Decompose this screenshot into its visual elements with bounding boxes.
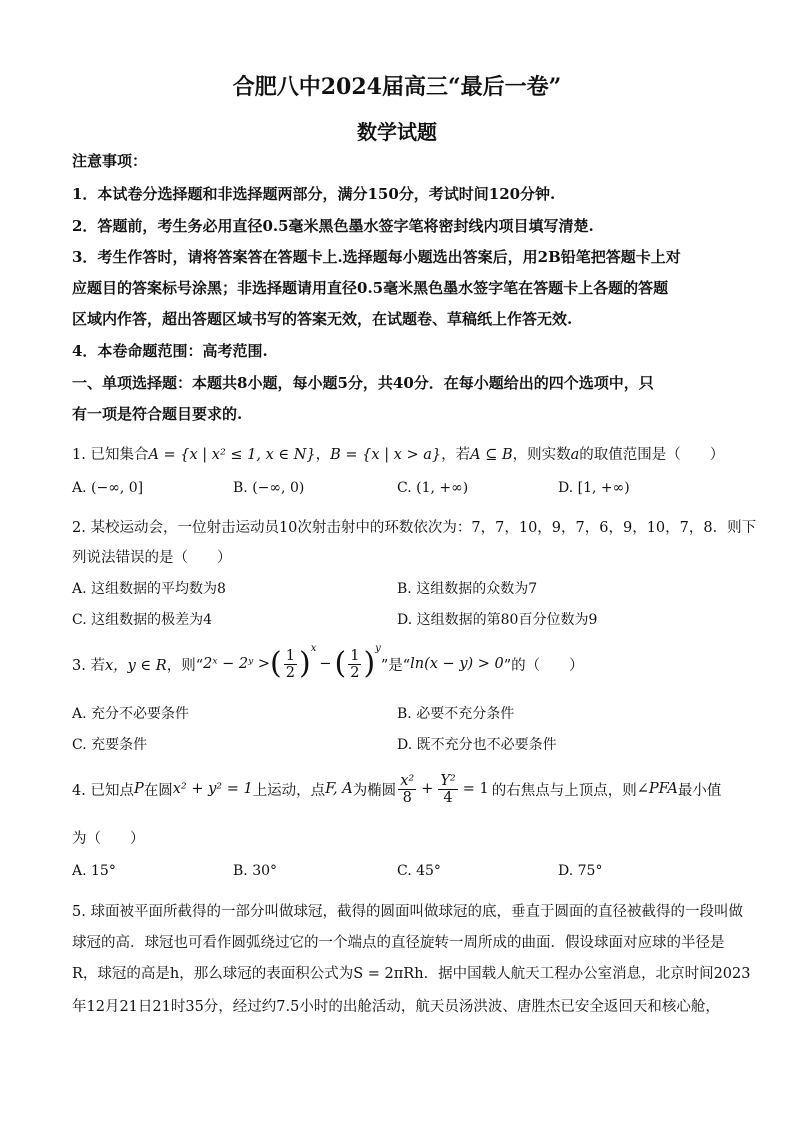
q4-ellipse-label: 为椭圆 <box>352 782 397 799</box>
q4-equals: = 1 <box>462 781 489 797</box>
q1-comma: ， <box>315 447 331 463</box>
question-4-line-2: 为（ ） <box>72 831 145 847</box>
section-1-line-1: 一、单项选择题：本题共8小题，每小题5分，共40分．在每小题给出的四个选项中，只 <box>72 374 654 392</box>
q4-in: 在圆 <box>143 782 173 799</box>
q4-end: 最小值 <box>677 782 722 799</box>
q4-option-b: B. 30° <box>233 863 278 879</box>
q3-prefix: 3. 若 <box>72 657 105 674</box>
q4-point-p: P <box>133 781 144 797</box>
q4-fraction-y <box>438 773 457 806</box>
q4-option-d: D. 75° <box>558 863 603 879</box>
notice-item-3-line-2: 应题目的答案标号涂黑；非选择题请用直径0.5毫米黑色墨水签字笔在答题卡上各题的答题 <box>72 279 669 297</box>
q4-fraction-x <box>398 773 416 806</box>
q3-frac-2-den: 2 <box>350 664 360 681</box>
notice-heading: 注意事项： <box>72 152 148 170</box>
q3-frac-1-den: 2 <box>285 664 295 681</box>
q3-fraction-2 <box>348 648 361 681</box>
q1-post: ，则实数 <box>512 447 571 463</box>
q4-circle: x² + y² = 1 <box>172 781 253 797</box>
question-1 <box>72 443 728 464</box>
q4-frac-x-den: 8 <box>402 789 412 806</box>
notice-item-2: 2．答题前，考生务必用直径0.5毫米黑色墨水签字笔将密封线内项目填写清楚. <box>72 217 594 235</box>
q3-then: ，则“ <box>166 657 204 674</box>
question-4-line-1 <box>72 768 728 810</box>
q4-frac-y-den: 4 <box>443 789 453 806</box>
q3-option-a: A. 充分不必要条件 <box>72 706 190 722</box>
notice-item-4: 4．本卷命题范围：高考范围. <box>72 342 268 360</box>
section-1-line-2: 有一项是符合题目要求的. <box>72 405 243 423</box>
q3-is: ”是“ <box>380 657 411 674</box>
q2-option-d: D. 这组数据的第80百分位数为9 <box>397 612 598 628</box>
q1-condition: A ⊆ B <box>470 447 513 463</box>
question-5-line-3: R，球冠的高是h，那么球冠的表面积公式为S = 2πRh．据中国载人航天工程办公室消息，北京时间2023 <box>72 966 751 982</box>
q2-option-a: A. 这组数据的平均数为8 <box>72 581 226 597</box>
q3-frac-1-num: 1 <box>285 647 295 664</box>
q1-prefix: 1. 已知集合 <box>72 447 149 463</box>
q1-option-c: C. (1, +∞) <box>397 480 469 496</box>
q4-frac-x-num: x² <box>400 772 415 789</box>
question-2-line-2: 列说法错误的是（ ） <box>72 550 232 566</box>
right-paren: ) <box>298 646 311 681</box>
q4-moving: 上运动，点 <box>252 782 326 799</box>
right-paren: ) <box>363 646 376 681</box>
q3-expr-2: ln(x − y) > 0 <box>410 656 504 672</box>
q3-exp-y: y <box>375 643 381 654</box>
left-paren: ( <box>270 646 282 681</box>
q2-option-c: C. 这组数据的极差为4 <box>72 612 213 628</box>
q2-option-b: B. 这组数据的众数为7 <box>397 581 538 597</box>
exam-subtitle: 数学试题 <box>357 120 437 144</box>
q3-option-b: B. 必要不充分条件 <box>397 706 515 722</box>
q3-end: ”的（ ） <box>503 657 584 674</box>
notice-item-3-line-1: 3．考生作答时，请将答案答在答题卡上.选择题每小题选出答案后，用2B铅笔把答题卡上对 <box>72 248 681 266</box>
question-5-line-2: 球冠的高．球冠也可看作圆弧绕过它的一个端点的直径旋转一周所成的曲面．假设球面对应球的半径是 <box>72 935 725 951</box>
q3-vars: x，y ∈ R <box>104 657 167 674</box>
left-paren: ( <box>334 646 347 681</box>
q3-expr-1: 2ˣ − 2ʸ > <box>203 656 271 672</box>
question-5-line-4: 年12月21日21时35分，经过约7.5小时的出舱活动，航天员汤洪波、唐胜杰已安全返回天和核心舱， <box>72 999 720 1015</box>
q1-variable: a <box>570 447 580 463</box>
notice-item-3-line-3: 区域内作答，超出答题区域书写的答案无效，在试题卷、草稿纸上作答无效. <box>72 310 573 328</box>
q4-option-c: C. 45° <box>397 863 441 879</box>
question-3 <box>72 643 728 685</box>
q1-option-b: B. (−∞, 0) <box>233 480 305 496</box>
notice-item-1: 1．本试卷分选择题和非选择题两部分，满分150分，考试时间120分钟. <box>72 185 556 203</box>
q4-post: 的右焦点与上顶点，则 <box>491 782 637 799</box>
exam-title: 合肥八中2024届高三“最后一卷” <box>232 74 562 100</box>
q3-frac-2-num: 1 <box>350 647 360 664</box>
q1-end: 的取值范围是（ ） <box>579 447 725 463</box>
q1-set-b: B = {x | x > a} <box>330 447 442 463</box>
q1-option-d: D. [1, +∞) <box>558 480 630 496</box>
q4-angle: ∠PFA <box>636 781 678 797</box>
q1-option-a: A. (−∞, 0] <box>72 480 144 496</box>
q3-option-d: D. 既不充分也不必要条件 <box>397 737 557 753</box>
q4-frac-y-num: Y² <box>440 772 456 789</box>
q3-exp-x: x <box>310 643 317 654</box>
q4-option-a: A. 15° <box>72 863 116 879</box>
q3-minus: − <box>319 656 332 672</box>
q4-prefix: 4. 已知点 <box>72 782 134 799</box>
question-5-line-1: 5. 球面被平面所截得的一部分叫做球冠，截得的圆面叫做球冠的底，垂直于圆面的直径被截得的一段叫做 <box>72 904 743 920</box>
q3-option-c: C. 充要条件 <box>72 737 148 753</box>
q1-mid: ，若 <box>441 447 471 463</box>
q1-set-a: A = {x | x² ≤ 1, x ∈ N} <box>148 447 316 463</box>
q4-plus: + <box>421 781 434 797</box>
question-2-line-1: 2. 某校运动会，一位射击运动员10次射击射中的环数依次为：7，7，10，9，7，6，9，10，7，8．则下 <box>72 520 757 536</box>
q3-fraction-1 <box>284 648 297 681</box>
q4-points-fa: F, A <box>325 781 353 797</box>
